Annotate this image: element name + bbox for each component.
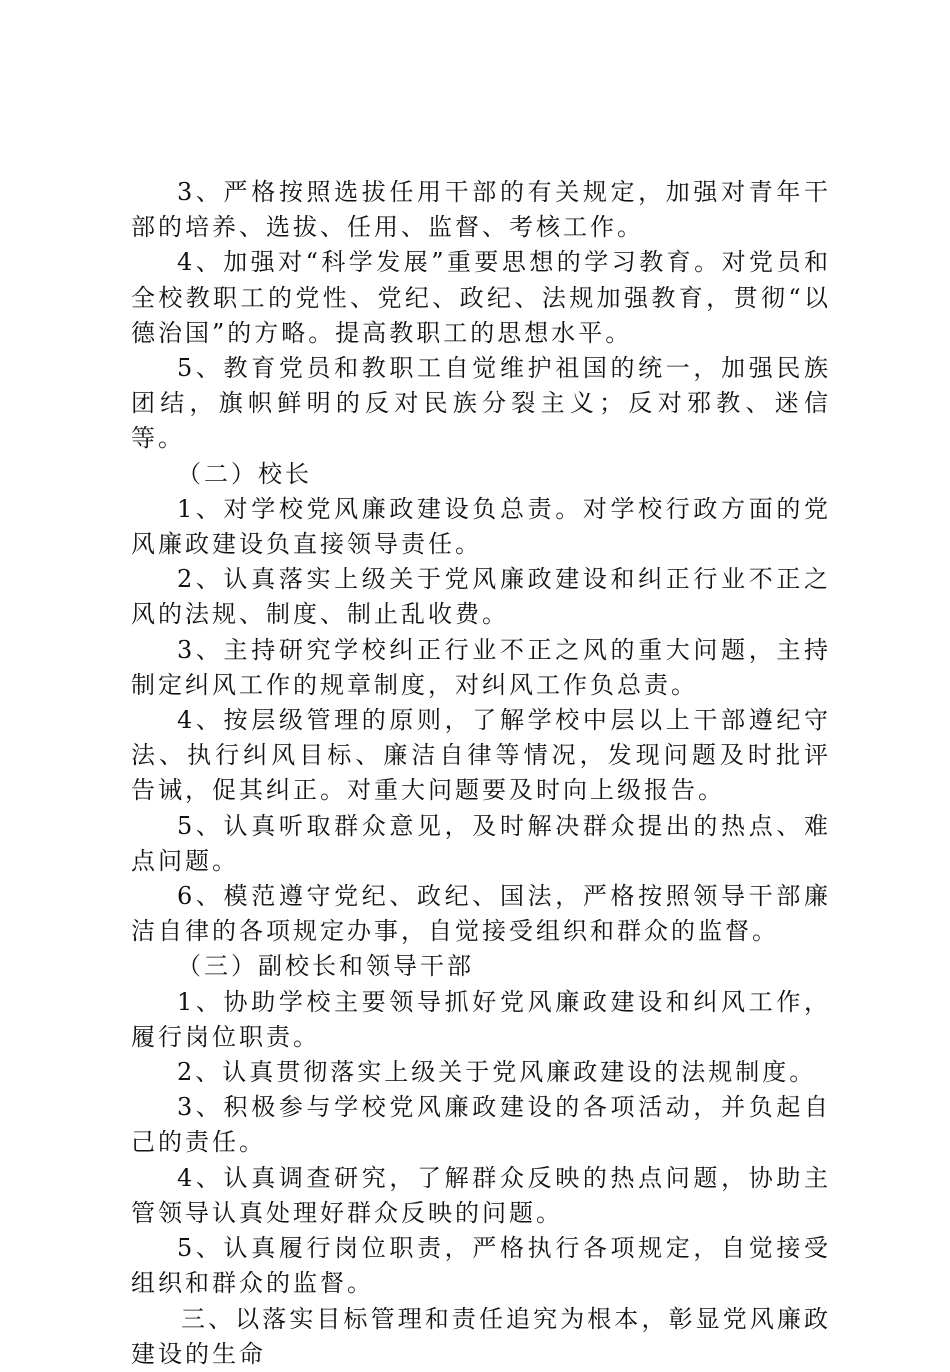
paragraph: 3、严格按照选拔任用干部的有关规定，加强对青年干部的培养、选拔、任用、监督、考核工作。 <box>131 178 831 242</box>
section-heading-principal: （二）校长 <box>177 459 312 488</box>
document-body <box>131 175 831 1372</box>
paragraph: 2、认真落实上级关于党风廉政建设和纠正行业不正之风的法规、制度、制止乱收费。 <box>131 565 831 629</box>
paragraph: 5、教育党员和教职工自觉维护祖国的统一，加强民族团结，旗帜鲜明的反对民族分裂主义；反对邪教、迷信等。 <box>131 354 831 453</box>
paragraph: 4、认真调查研究，了解群众反映的热点问题，协助主管领导认真处理好群众反映的问题。 <box>131 1163 831 1227</box>
paragraph: 4、加强对“科学发展”重要思想的学习教育。对党员和全校教职工的党性、党纪、政纪、法规加强教育，贯彻“以德治国”的方略。提高教职工的思想水平。 <box>131 248 831 347</box>
paragraph: 1、协助学校主要领导抓好党风廉政建设和纠风工作，履行岗位职责。 <box>131 987 831 1051</box>
section-title-part-three: 三、以落实目标管理和责任追究为根本，彰显党风廉政建设的生命 <box>131 1304 831 1368</box>
paragraph: 3、积极参与学校党风廉政建设的各项活动，并负起自己的责任。 <box>131 1093 831 1157</box>
paragraph: 3、主持研究学校纠正行业不正之风的重大问题，主持制定纠风工作的规章制度，对纠风工作负总责。 <box>131 635 831 699</box>
section-heading-vice-principal: （三）副校长和领导干部 <box>177 952 474 981</box>
paragraph: 6、模范遵守党纪、政纪、国法，严格按照领导干部廉洁自律的各项规定办事，自觉接受组织和群众的监督。 <box>131 882 831 946</box>
paragraph: 5、认真听取群众意见，及时解决群众提出的热点、难点问题。 <box>131 811 831 875</box>
paragraph: 4、按层级管理的原则，了解学校中层以上干部遵纪守法、执行纠风目标、廉洁自律等情况，发现问题及时批评告诫，促其纠正。对重大问题要及时向上级报告。 <box>131 706 831 805</box>
paragraph: 5、认真履行岗位职责，严格执行各项规定，自觉接受组织和群众的监督。 <box>131 1234 831 1298</box>
paragraph: 2、认真贯彻落实上级关于党风廉政建设的法规制度。 <box>177 1058 817 1087</box>
paragraph: 1、对学校党风廉政建设负总责。对学校行政方面的党风廉政建设负直接领导责任。 <box>131 494 831 559</box>
